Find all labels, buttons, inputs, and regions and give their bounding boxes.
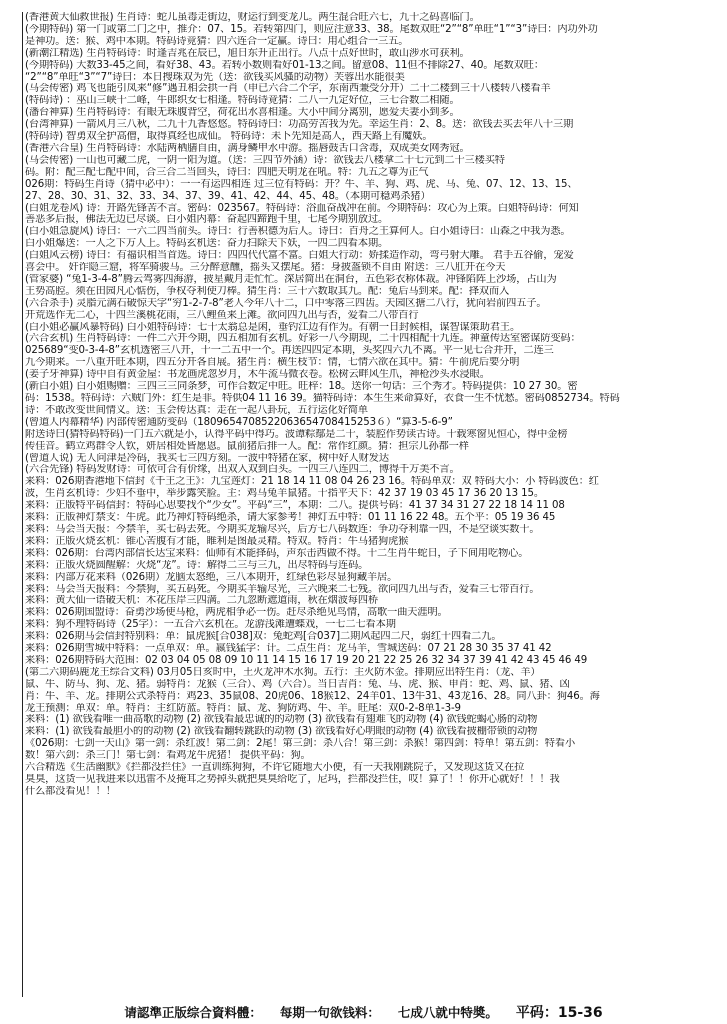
text-line: 来料：026期特码大范围：02 03 04 05 08 09 10 11 14 15 16 17 19 20 21 22 25 26 32 34 37 39 41 42 43 45 46 49 xyxy=(25,654,588,666)
text-line: 码：1538。特码诗：六贼门外：红生是非。特供04 11 16 39。猫特码诗：本生生来命算好，衣食一生不忧愁。密码0852734。特码 xyxy=(25,393,620,404)
document-body xyxy=(22,12,713,997)
text-line: (管家婆) “兔1-3-4-8”腾云驾雾四海游，披星戴月走忙忙。深居简出在洞台，五色彩衣称体裁。冲锋陷阵上沙场，占山为 xyxy=(25,273,557,285)
text-line: 来料：026期马会信封特别料：单：鼠虎猴[合038]双：兔蛇鸡[合037]二期风起四二尺，弱红十四看二九。 xyxy=(25,631,502,643)
text-line: (六合玄机) 生肖特码诗：一件二六开今期，四五相加有玄机。好彩一八今期现，二十四相配十九连。神童传达室密谋防变码： xyxy=(25,333,581,345)
text-line: 来料：026期：台湾内部信长达宝来料：仙师有术能择码，声东击西做不得。十二生肖牛蛇日，子下间用吃物心。 xyxy=(25,547,529,559)
text-line: 来料：狗不理特码诗（25字）：一五合六玄机在。龙游浅滩遭蝶戏，一七二七看本期 xyxy=(25,619,396,631)
text-line: (新潮江精选) 生肖特码诗：时逢吉兆在辰已，旭日东升正出行。八点十点好世时，敢山涉水可获利。 xyxy=(25,47,470,59)
text-line: 鼠、牛、防马、狗、龙、猪。弱特肖：龙猴（三合）、鸡（六合）。当日吉肖：兔、马、虎、猴、申肖：蛇、鸡、鼠、猪、凶 xyxy=(25,678,570,690)
footer-bar xyxy=(0,1000,727,1024)
footer-pingma xyxy=(516,1002,603,1022)
text-line: 来料：026期雪城中特料：一点单双：单。嬴钱猛字：计。二点生肖：龙马羊，雪城送码：07 21 28 30 35 37 41 42 xyxy=(25,643,552,655)
text-line: (曾道人内幕精华) 内部传密通防变码（1809654708522063654708415253６）“算3-5-6-9” xyxy=(25,416,453,428)
text-line: 来料：正版火烧玄机：锥心苦腹有才能，睢利是图最灵精。特双。特肖：牛马猪狗虎猴 xyxy=(25,535,409,547)
text-line: 27、28、30、31、32、33、34、37、39、41、42、44、45、48。（本期可稳鸡杀猪） xyxy=(25,190,431,202)
pingma-label: 平码： xyxy=(515,1005,558,1021)
text-line: 025689“变0-3-4-8”玄机透密三八开，十一二五中一个。再送四四定本期，头奖四六九不离。平一见七合并开，二连三 xyxy=(25,345,554,357)
text-line: “2”“8”单旺“3”“7”诗曰：本日搜珠双为先（送：欲钱买风骚的动物）芙蓉出水能很美 xyxy=(25,71,405,83)
text-line: (特码诗) 智勇双全护高僧，取得真经也成仙。 特码诗：未卜先知是高人，西天路上有魔妖。 xyxy=(25,131,433,143)
text-line: (马会传密) 鸡飞也能引凤来“修”遇丑相会拱一肖（申已六合二个字，东南西兼受分开）二十二楼到三十八楼转八楼看羊 xyxy=(25,83,551,95)
text-line: 龙王预测：单双：单。特肖：主红防蓝。特肖：鼠、龙、狗防鸡、牛、羊。旺尾：双0-2-8单1-3-9 xyxy=(25,702,461,714)
text-line: 来料：(1) 欲钱看最胆小的的动物 (2) 欲钱看翻转跳跃的动物 (3) 欲钱看好心明眼的动物 (4) 欲钱看披棚带锁的动物 xyxy=(25,726,538,738)
text-line: 来料：马会当天报料：今禁狗，买五码死。今期买羊输尽光，三六晚来二七残。欲问四九出与否，爱看三七带百行。 xyxy=(25,583,540,595)
text-line: (姜子牙神算) 诗中自有黄金屋：书龙画虎忽岁月，木牛流马微衣卷。松树云畔风生爪，神枪沙头水浸眼。 xyxy=(25,369,490,381)
text-line: (潘台神算) 生肖特码诗：有眼无珠腹背空，荷花出水喜相逢。大小中间分离别，愿爱夫妻小到多。 xyxy=(25,107,460,119)
text-line: 026期：特码生肖诗（猜中必中）：一一有运四相连 过三位有特码：开？牛、羊、狗、鸡、虎、马、兔、07、12、13、15、 xyxy=(25,178,578,190)
text-line: 诗：不敢改变世间情义。送：玉会传达真：走在一起八卦玩，五行运化好简单 xyxy=(25,404,368,416)
text-line: 数！第六剑：杀三门！第七剑：看鸡龙牛虎猪！ 提供平码：狗。 xyxy=(25,750,311,762)
text-line: 附送诗曰(猜特码特码)一门五六就是小，认得平码中得巧。波谭粽鄢是二十，装腔作势读古诗。十载寒窗见恒心，得中金榜 xyxy=(25,428,568,440)
text-line: 善恶多后报，佛法无边已尽谈。白小姐内幕：奋起四蹄跑千里，七尾今期别放过。 xyxy=(25,214,389,226)
text-line: (曾道人说) 无人问津是冷码，我买七三四方刻。一波中特猪在家，树中好人财发达 xyxy=(25,452,389,464)
text-line: 来料：正版火烧圆醒解：火烧“龙”。诗：解得二三与三九，出尽特码与连码。 xyxy=(25,559,369,571)
text-line: 六合精选《生活幽默》《拦都没拦住》一直训练狗狗，不许它随地大小便，有一天我刚跳院子，又发现这货又在拉 xyxy=(25,762,525,774)
text-line: 波，生肖玄机诗：少妇不垂中，举步露笑脸。主：鸡马兔羊鼠猪。十指平天下：42 37 19 03 45 17 36 20 13 15。 xyxy=(25,488,545,500)
text-line: 什么都没看见！！！ xyxy=(25,785,116,797)
text-line: 白小姐爆送：一人之下万人上。特码玄机送：奋力扫除天下妖，一四二四看本期。 xyxy=(25,238,389,250)
text-line: 来料：(1) 欲钱看唯一曲高歌的动物 (2) 欲钱看最忠诚的的动物 (3) 欲钱看有翅难飞的动物 (4) 欲钱蛇蝎心肠的动物 xyxy=(25,714,538,726)
text-line: 来料：内部万花来料（026期）龙脑太怒绝，三八本期开，红绿色彩尽显狗藏羊居。 xyxy=(25,571,398,583)
text-line: 来料：黄大仙一语破天机：木花压岸三四满。二九忽断遮道雨，秋在烟波每四桥 xyxy=(25,595,379,607)
text-line: 来料：马会当天报：今禁羊，买七码去死。今期买龙输尽兴，后方七八码数连：争功夺利靠一四，不是空谈实数十。 xyxy=(25,523,540,535)
text-line: 肖：牛、羊、龙。排期公式杀特肖：鸡23、35鼠08、20虎06、18猴12、24羊01、13牛31、43龙16、28。同八卦：狗46。海 xyxy=(25,690,600,702)
text-line: 是神功。送：猴、鸡中本期。特码诗竟猜：四六连合一定赢。诗曰：用心组合一三五。 xyxy=(25,35,409,47)
text-line: (第二六期码鹿龙王综合文料) 03月05日亥时中，土火龙冲木水狗。五行：主火防木金。排期应出特生肖：（龙、羊） xyxy=(25,666,541,678)
text-line: (白小姐急旋风) 诗曰：一六二四当前头。诗曰：行善积德为后人。诗曰：百舟之王算何人。白小姐诗曰：山森之中我为悉。 xyxy=(25,226,571,238)
text-line: 传佳音。鹤立鸡群令人钦，妍居相处皆愿恩。鼠前猪后排一人。配：常作红颜。猜：担宗儿孙都一样 xyxy=(25,440,469,452)
text-line: 喜会中。 奸诈隐三窟，将军骑骏马。三分醉意醺，摇头又摆尾。猪：身披盔锁不自由 附送：三八肛开在今天 xyxy=(25,262,506,274)
text-line: (六合杀手) 灵脂元满石破惊天字“穷1-2-7-8”老人今年八十二，口中零落三四齿。天园区搪二八行，犹向岩前四五子。 xyxy=(25,297,547,309)
text-line: 王势高腔。须在田园凡心惦伤，争权夺利使刀棒。猜生肖：三十六数取其九。配：兔后马到来。配：择双而入 xyxy=(25,285,510,297)
text-line: (白小姐必赢风暴特码) 白小姐特码诗：七十太翁总是闲，垂钓江边有作为。有朝一日封候相，谋智谋策助君王。 xyxy=(25,321,521,333)
footer-weekly: 每期一句欲钱料： xyxy=(279,1005,380,1020)
footer-notice: 请認準正版综合資料體： xyxy=(124,1005,262,1020)
text-line: (香港六合皇) 生肖特码诗：水陆两栖膳自由，满身鳞甲水中游。摇唇鼓舌口含毒，双成美女网秀冠。 xyxy=(25,142,470,154)
text-line: (六合先锋) 特码发财诗：可依可合有价缘，出双入双到白头。一四三八连四二，博得千万美不言。 xyxy=(25,464,460,476)
text-line: (特码诗) ：巫山三峡十二峰，牛郎织女七相逢。特码诗竟猜：二八一九定好位，三七合数二相随。 xyxy=(25,95,460,107)
text-line: (今期特码) 大数33-45之间，看好38、43。若转小数则看好01-13之间。留意08、11但不排除27、40。尾数双旺： xyxy=(25,59,544,71)
text-line: 来料：正版神灯禁支：牛虎。此乃神灯特码绝杀，请大家参考！神灯五中特：01 11 16 22 48。五个平：05 19 36 45 xyxy=(25,512,556,524)
text-line: 九今期来。一八重开旺本期，四五分开各自展。猪生肖：横生枝节：情，七情六欲在其中。猜：牛前虎后要分明 xyxy=(25,357,520,369)
text-line: (台湾神算) 一箭风月三八秋，二九十九香悠悠。特码诗曰：功高劳苦我为先。幸运生肖：2、8。送：欲钱去买去年八十三期 xyxy=(25,119,574,131)
text-line: 臭臭，这货一见我进来以迅雷不及掩耳之势掉头就把臭臭给吃了，尼玛，拦都没拦住，哎！算了！！你开心就好！！！我 xyxy=(25,774,560,785)
text-line: 开荒选作无二心，十四兰溪桃花雨，三八鲤鱼来上滩。欲问四九出与否，爱看二八带百行 xyxy=(25,309,419,321)
text-line: 来料：026期香港地下信封《千王之王》：九宝莲灯：21 18 14 11 08 04 26 23 16。特码单双：双 特码大小：小 特码波色：红 xyxy=(25,476,599,488)
text-line: 来料：正版特平码信封：特码心思要找个“少女”。平码“三”，本期：二八。提供号码：41 37 34 31 27 22 18 14 11 08 xyxy=(25,500,565,512)
text-line: (新白小姐) 白小姐赐赠：三四三三同条梦，可作合数定中旺。旺梓：18。送你一句话：三个秀才。特码提供：10 27 30。密 xyxy=(25,381,578,393)
text-line: (白姐风云榜) 诗曰：有福识相当首选。诗曰：四四代代富不富。白姐大行动：娇揉造作动，弯弓射大雕。 君手五谷偷，宠爱 xyxy=(25,250,574,262)
text-line: 码。附：配三配七配中间，合三合二当回头，诗曰：四肥天明龙在吼。特：九五之尊为正气 xyxy=(25,166,429,178)
text-line: (白姐龙卷风) 诗：开路先锋苦不言。密码：023567。特码诗：浴血奋战冲在前。今期特码：攻心为上策。白姐特码诗：何知 xyxy=(25,202,579,214)
text-line: (今期特码) 第一门或第二门之中，推介：07、15。若转第四门，则应注意33、38。尾数双旺“2”“8”单旺“1”“3”诗曰：内功外功 xyxy=(25,23,598,35)
pingma-value: 15-36 xyxy=(557,1005,603,1021)
footer-accuracy: 七成八就中特奬。 xyxy=(397,1005,498,1020)
text-line: 《026期：七剑一天山》第一剑：杀红波！第二剑：2尾！第三剑：杀八合！第三剑：杀猴！第四剑：特单！第五剑：特看小 xyxy=(25,738,576,750)
text-line: (马会传密) 一山也可藏二虎，一阴一阳为道。（送：三四节外涵）诗：欲钱去八楼拿二十七元到二十三楼买特 xyxy=(25,154,505,166)
text-line: 来料：026期国盟诗：奋勇沙场使马枪，两虎相争必一伤。赶尽杀绝见鸟情，高歌一曲天涯明。 xyxy=(25,607,448,619)
text-line: (香港黄大仙救世报) 生肖诗：蛇儿虽毒走街边，财运行到变龙儿。两生混合旺六七，九十之码喜临门。 xyxy=(25,12,480,23)
